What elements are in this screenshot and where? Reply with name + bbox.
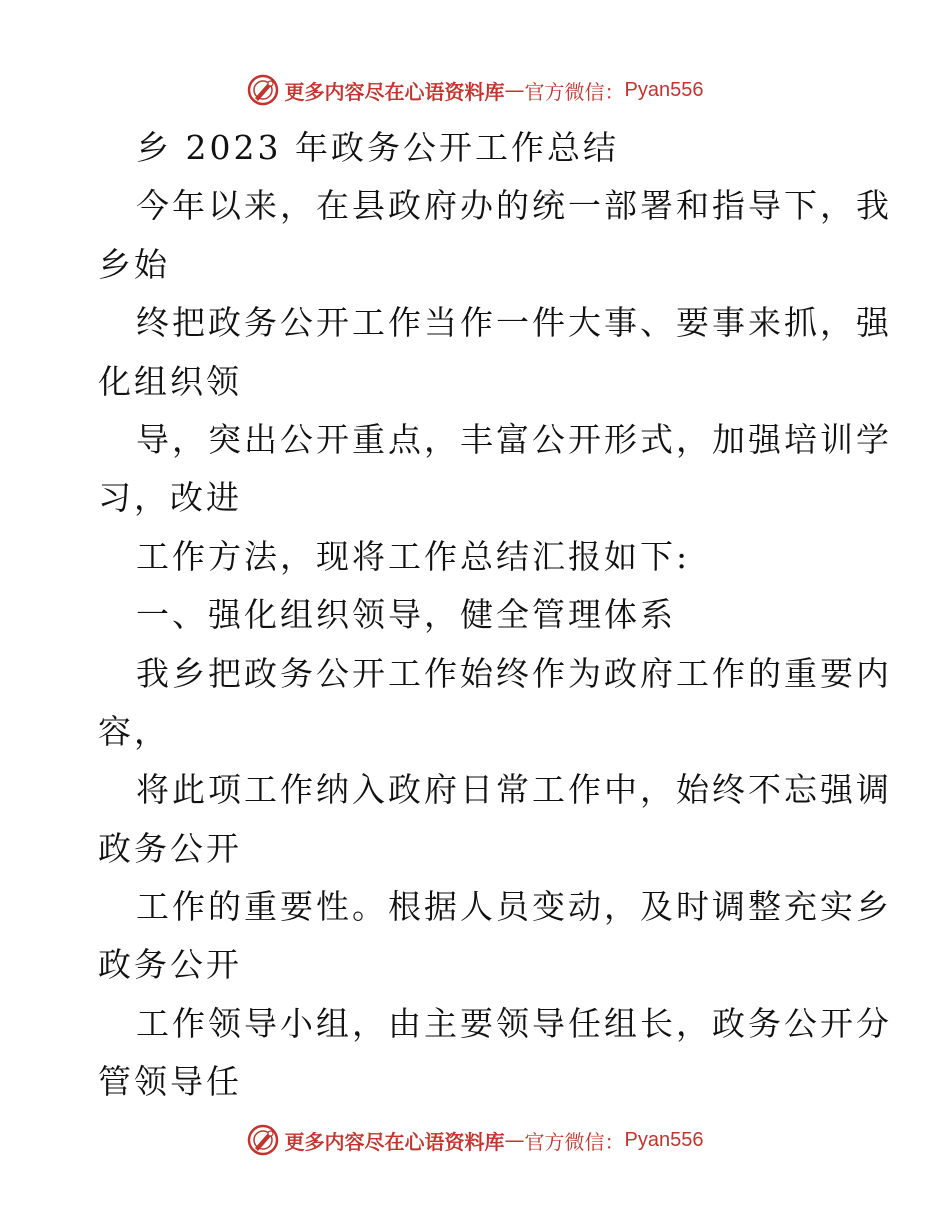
header-banner — [0, 70, 950, 110]
banner-brand: 更多内容尽在心语资料库 — [284, 79, 505, 104]
banner-label: 官方微信： — [524, 1129, 625, 1154]
text-line: 终把政务公开工作当作一件大事、要事来抓，强 — [136, 303, 892, 343]
text-line: 导，突出公开重点，丰富公开形式，加强培训学 — [136, 419, 892, 459]
banner-separator: — — [504, 78, 525, 102]
text-line: 习，改进 — [98, 478, 242, 518]
document-title: 乡 2023 年政务公开工作总结 — [136, 128, 619, 167]
footer-banner — [0, 1120, 950, 1160]
text-line: 管领导任 — [98, 1062, 242, 1102]
banner-brand: 更多内容尽在心语资料库 — [284, 1129, 505, 1154]
text-line: 乡始 — [98, 244, 170, 284]
text-line: 工作方法，现将工作总结汇报如下: — [136, 536, 691, 576]
banner-handle: Pyan556 — [624, 1128, 704, 1151]
banner-handle: Pyan556 — [624, 78, 704, 101]
text-line: 我乡把政务公开工作始终作为政府工作的重要内 — [136, 653, 892, 693]
text-line: 将此项工作纳入政府日常工作中，始终不忘强调 — [136, 770, 892, 810]
section-heading: 一、强化组织领导，健全管理体系 — [136, 595, 676, 635]
banner-label: 官方微信： — [524, 79, 625, 104]
text-line: 政务公开 — [98, 828, 242, 868]
text-line: 工作的重要性。根据人员变动，及时调整充实乡 — [136, 887, 892, 927]
text-line: 政务公开 — [98, 945, 242, 985]
text-line: 工作领导小组，由主要领导任组长，政务公开分 — [136, 1003, 892, 1043]
logo-icon — [247, 1124, 279, 1156]
document-body — [98, 119, 892, 1112]
text-line: 化组织领 — [98, 361, 242, 401]
banner-separator: — — [504, 1128, 525, 1152]
text-line: 容， — [98, 711, 170, 751]
text-line: 今年以来，在县政府办的统一部署和指导下，我 — [136, 186, 892, 226]
logo-icon — [247, 74, 279, 106]
